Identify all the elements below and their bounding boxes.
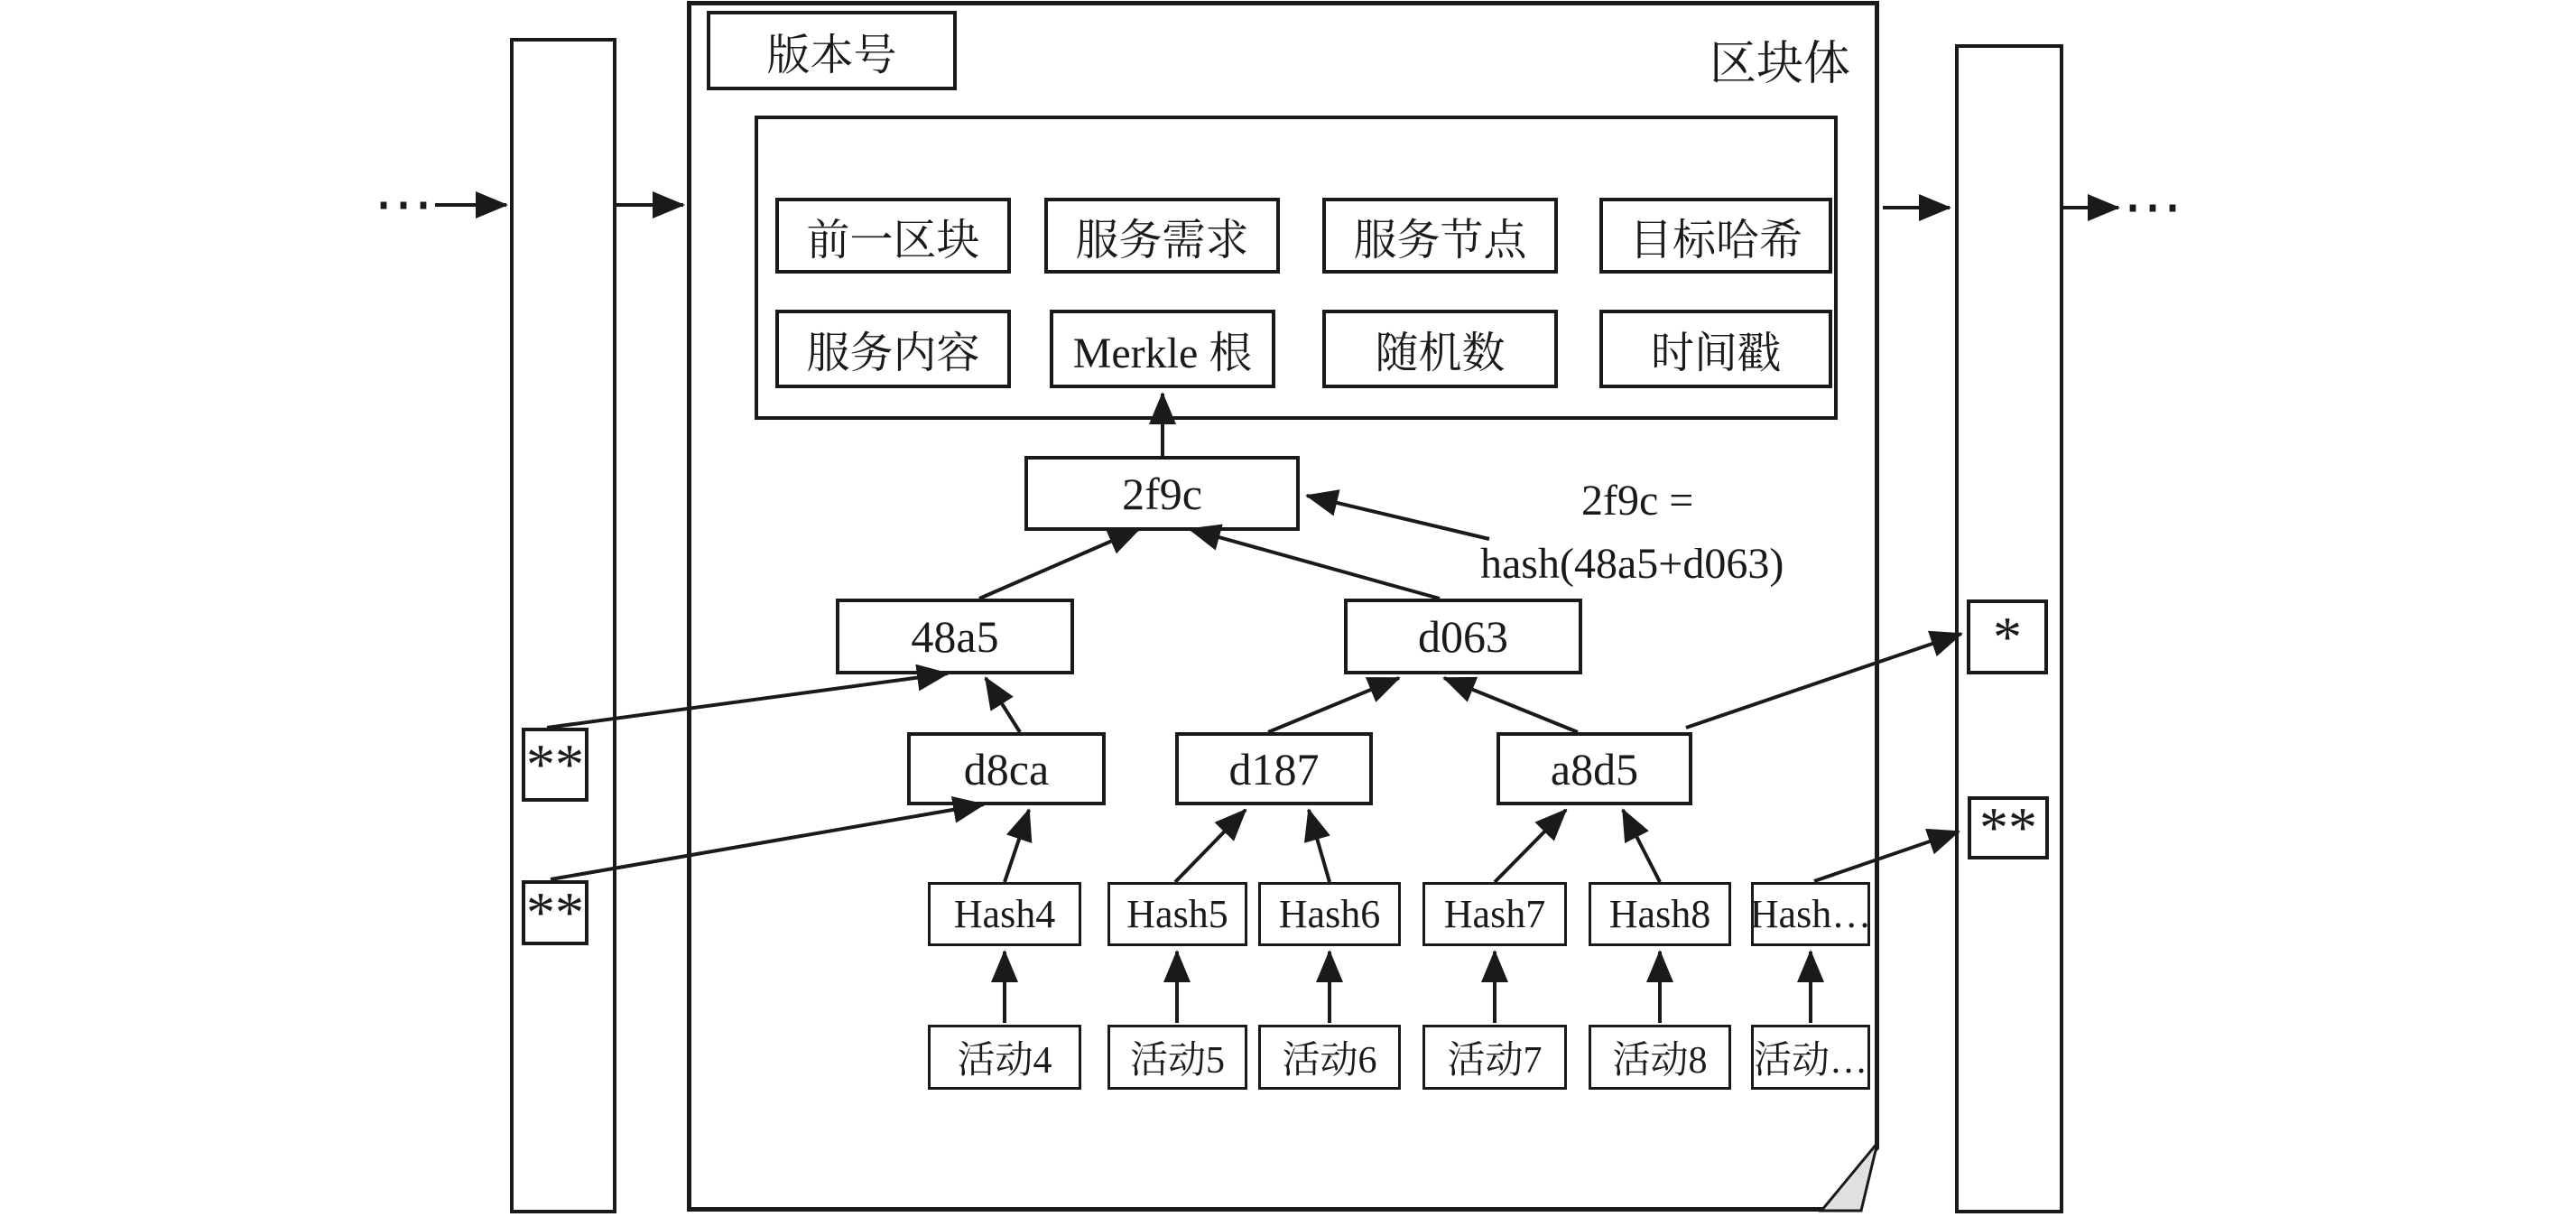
activity-box: 活动6 — [1258, 1025, 1401, 1090]
merkle-node-d8ca: d8ca — [907, 732, 1106, 805]
block-body-label: 区块体 — [1709, 39, 1850, 90]
merkle-node-48a5: 48a5 — [836, 599, 1074, 674]
header-cell-prev-block: 前一区块 — [775, 198, 1011, 274]
header-cell-merkle-root: Merkle 根 — [1050, 310, 1275, 388]
activity-box: 活动5 — [1107, 1025, 1247, 1090]
header-cell-service-demand: 服务需求 — [1044, 198, 1280, 274]
annotation-line2: hash(48a5+d063) — [1480, 539, 1784, 588]
merkle-node-root: 2f9c — [1024, 456, 1300, 531]
marker-box-prev-1: ** — [522, 728, 588, 802]
merkle-node-d063: d063 — [1344, 599, 1582, 674]
header-cell-nonce: 随机数 — [1322, 310, 1558, 388]
left-ellipsis: ⋯ — [374, 172, 437, 237]
activity-box: 活动7 — [1422, 1025, 1567, 1090]
hash-leaf-box: Hash5 — [1107, 882, 1247, 946]
activity-box: 活动4 — [928, 1025, 1081, 1090]
right-ellipsis: ⋯ — [2123, 174, 2186, 240]
activity-box: 活动… — [1751, 1025, 1870, 1090]
prev-block-column — [510, 38, 616, 1213]
header-cell-service-node: 服务节点 — [1322, 198, 1558, 274]
hash-leaf-box: Hash… — [1751, 882, 1870, 946]
hash-leaf-box: Hash4 — [928, 882, 1081, 946]
activity-box: 活动8 — [1589, 1025, 1731, 1090]
merkle-node-a8d5: a8d5 — [1496, 732, 1692, 805]
version-box: 版本号 — [707, 11, 957, 90]
hash-leaf-box: Hash8 — [1589, 882, 1731, 946]
marker-box-next-1: * — [1967, 599, 2048, 674]
header-cell-service-content: 服务内容 — [775, 310, 1011, 388]
annotation-line1: 2f9c = — [1581, 477, 1694, 525]
marker-box-prev-2: ** — [522, 880, 588, 945]
marker-box-next-2: ** — [1968, 796, 2049, 859]
header-cell-timestamp: 时间戳 — [1599, 310, 1832, 388]
hash-leaf-box: Hash7 — [1422, 882, 1567, 946]
header-cell-target-hash: 目标哈希 — [1599, 198, 1832, 274]
hash-leaf-box: Hash6 — [1258, 882, 1401, 946]
merkle-node-d187: d187 — [1175, 732, 1373, 805]
